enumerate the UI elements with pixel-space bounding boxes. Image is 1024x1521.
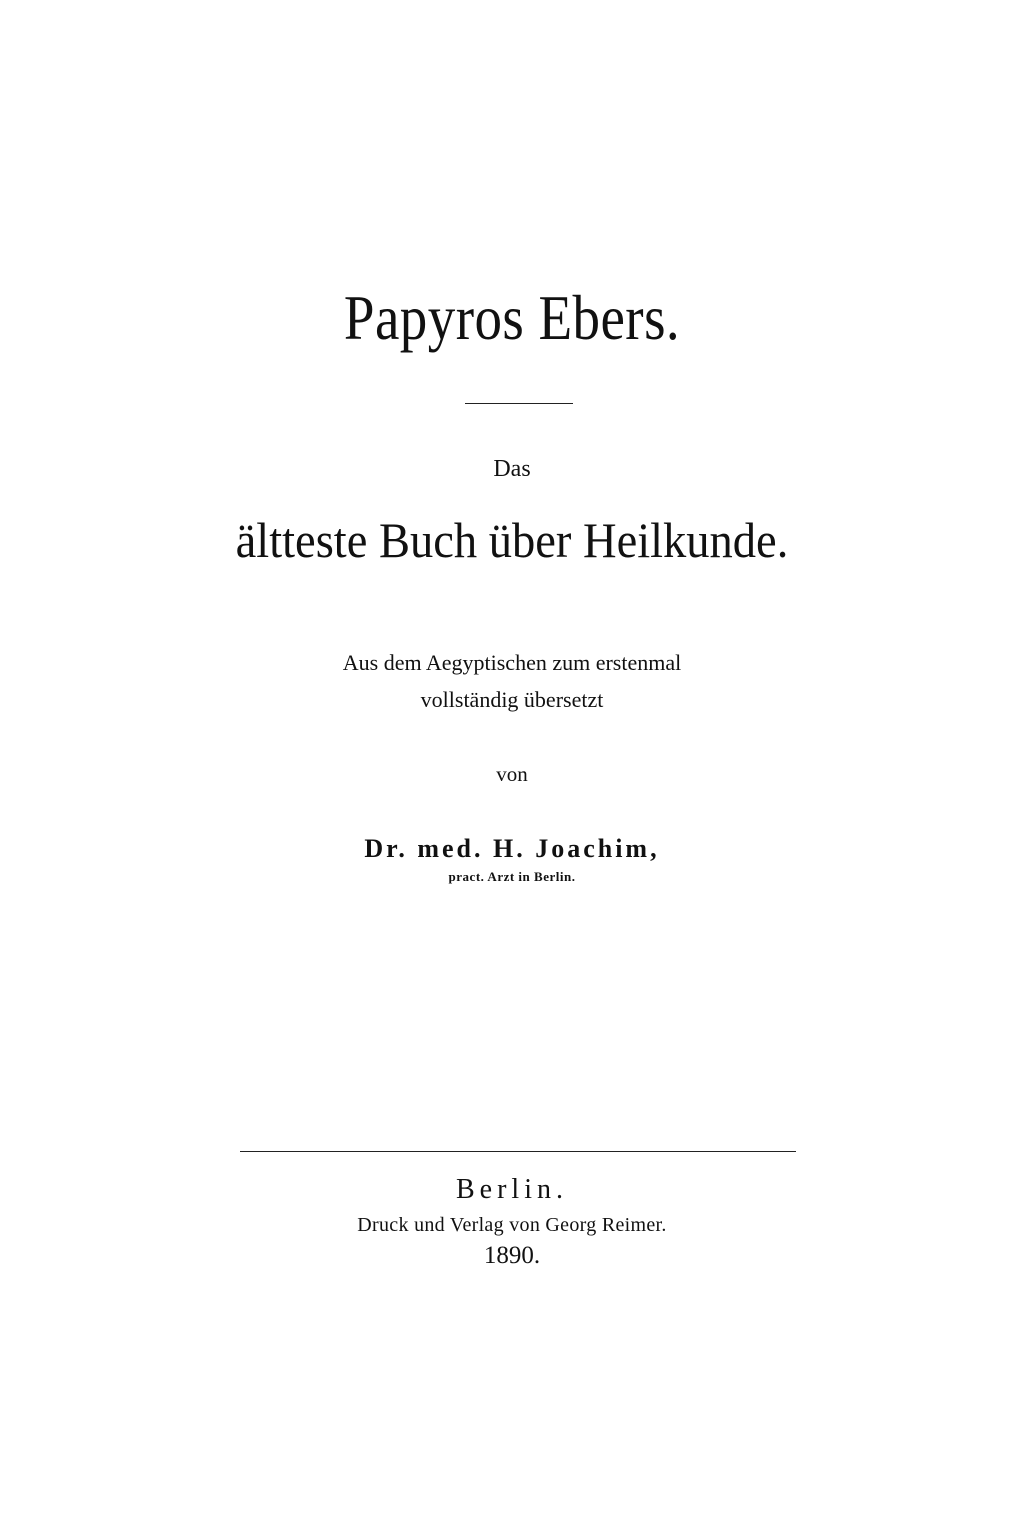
author-name: Dr. med. H. Joachim, — [364, 834, 660, 863]
imprint-divider — [240, 1151, 796, 1152]
book-title: Papyros Ebers. — [343, 282, 681, 353]
description-line-1: Aus dem Aegyptischen zum erstenmal — [342, 650, 682, 675]
description-line-2: vollständig übersetzt — [420, 687, 604, 712]
author-role: pract. Arzt in Berlin. — [448, 869, 576, 884]
title-divider — [465, 403, 573, 404]
subtitle-article: Das — [493, 456, 531, 482]
book-subtitle: ältteste Buch über Heilkunde. — [235, 512, 789, 568]
imprint-publisher: Druck und Verlag von Georg Reimer. — [357, 1214, 667, 1236]
imprint-city: Berlin. — [456, 1174, 568, 1205]
by-word: von — [496, 762, 528, 786]
imprint-year: 1890. — [483, 1242, 541, 1269]
